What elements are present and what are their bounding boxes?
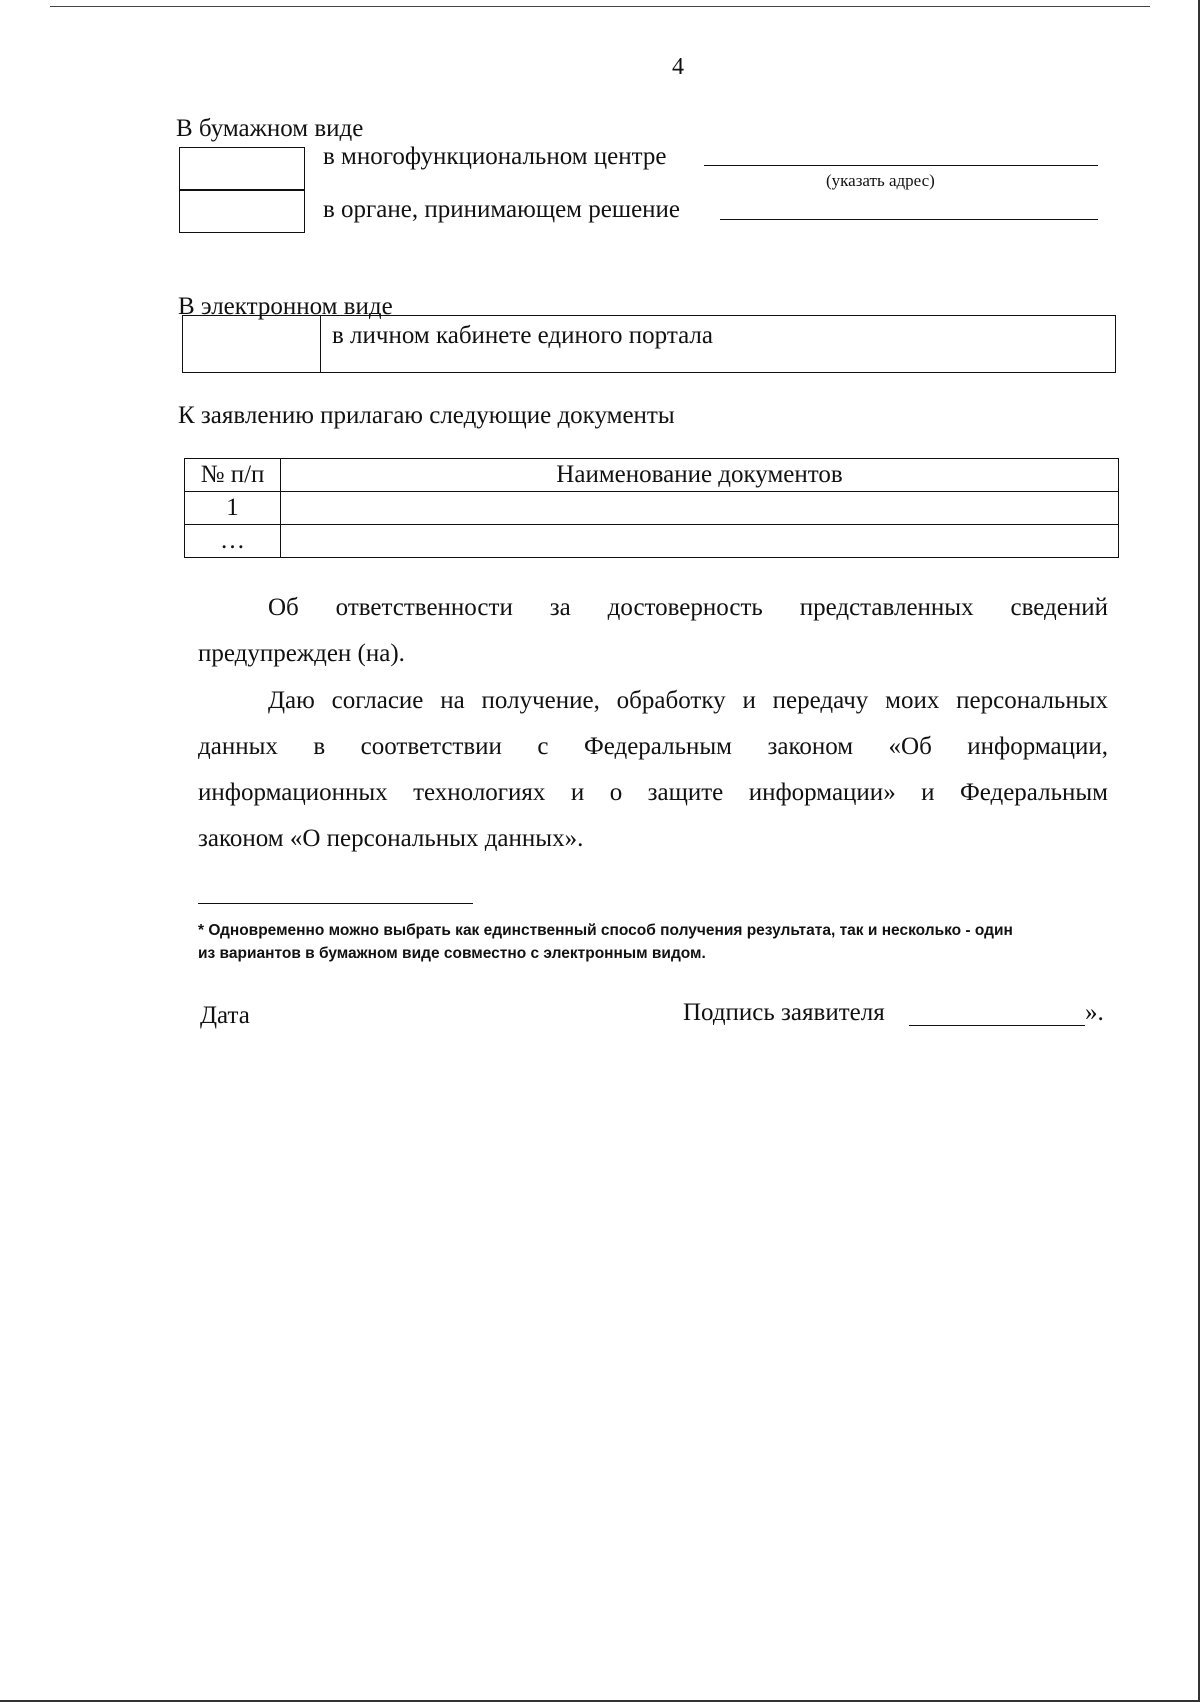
responsibility-paragraph: [198, 585, 1108, 677]
attachments-heading: К заявлению прилагаю следующие документы: [178, 402, 675, 429]
consent-line: информационных технологиях и о защите информации» и Федеральным: [198, 779, 1108, 806]
address-line-mfc[interactable]: [704, 165, 1098, 166]
footnote: [198, 919, 1113, 965]
documents-table: [184, 458, 1119, 558]
responsibility-line: предупрежден (на).: [198, 640, 405, 667]
signature-label: Подпись заявителя: [683, 999, 885, 1026]
checkbox-portal[interactable]: [182, 315, 321, 373]
footnote-line: из вариантов в бумажном виде совместно с электронным видом.: [198, 945, 706, 962]
table-row: [185, 525, 1119, 558]
option-mfc-label: в многофункциональном центре: [323, 143, 667, 170]
consent-line: Даю согласие на получение, обработку и передачу моих персональных: [268, 687, 1108, 714]
page-edge: [50, 6, 1150, 7]
option-organ-label: в органе, принимающем решение: [323, 196, 681, 223]
signature-line[interactable]: [909, 1025, 1085, 1026]
consent-line: данных в соответствии с Федеральным законом «Об информации,: [198, 733, 1108, 760]
table-row: [185, 492, 1119, 525]
row-document-name[interactable]: [281, 492, 1119, 525]
paper-heading: В бумажном виде: [176, 115, 364, 142]
row-number: 1: [185, 492, 281, 525]
column-header-number: № п/п: [185, 459, 281, 492]
checkbox-organ[interactable]: [179, 189, 305, 233]
row-number: …: [185, 525, 281, 558]
electronic-heading: В электронном виде: [178, 293, 393, 320]
checkbox-mfc[interactable]: [179, 147, 305, 191]
consent-paragraph: [198, 678, 1108, 862]
footnote-separator: [198, 903, 473, 904]
column-header-name: Наименование документов: [281, 459, 1119, 492]
address-line-organ[interactable]: [720, 219, 1098, 220]
date-label: Дата: [200, 1002, 250, 1029]
footnote-line: * Одновременно можно выбрать как единственный способ получения результата, так и несколько - один: [198, 922, 1013, 939]
row-document-name[interactable]: [281, 525, 1119, 558]
table-header-row: [185, 459, 1119, 492]
consent-line: законом «О персональных данных».: [198, 825, 584, 852]
signature-closing: ».: [1085, 999, 1104, 1026]
responsibility-line: Об ответственности за достоверность представленных сведений: [268, 594, 1108, 621]
address-hint: (указать адрес): [826, 171, 935, 190]
page-number: 4: [672, 54, 684, 80]
option-portal-label: в личном кабинете единого портала: [332, 322, 713, 349]
